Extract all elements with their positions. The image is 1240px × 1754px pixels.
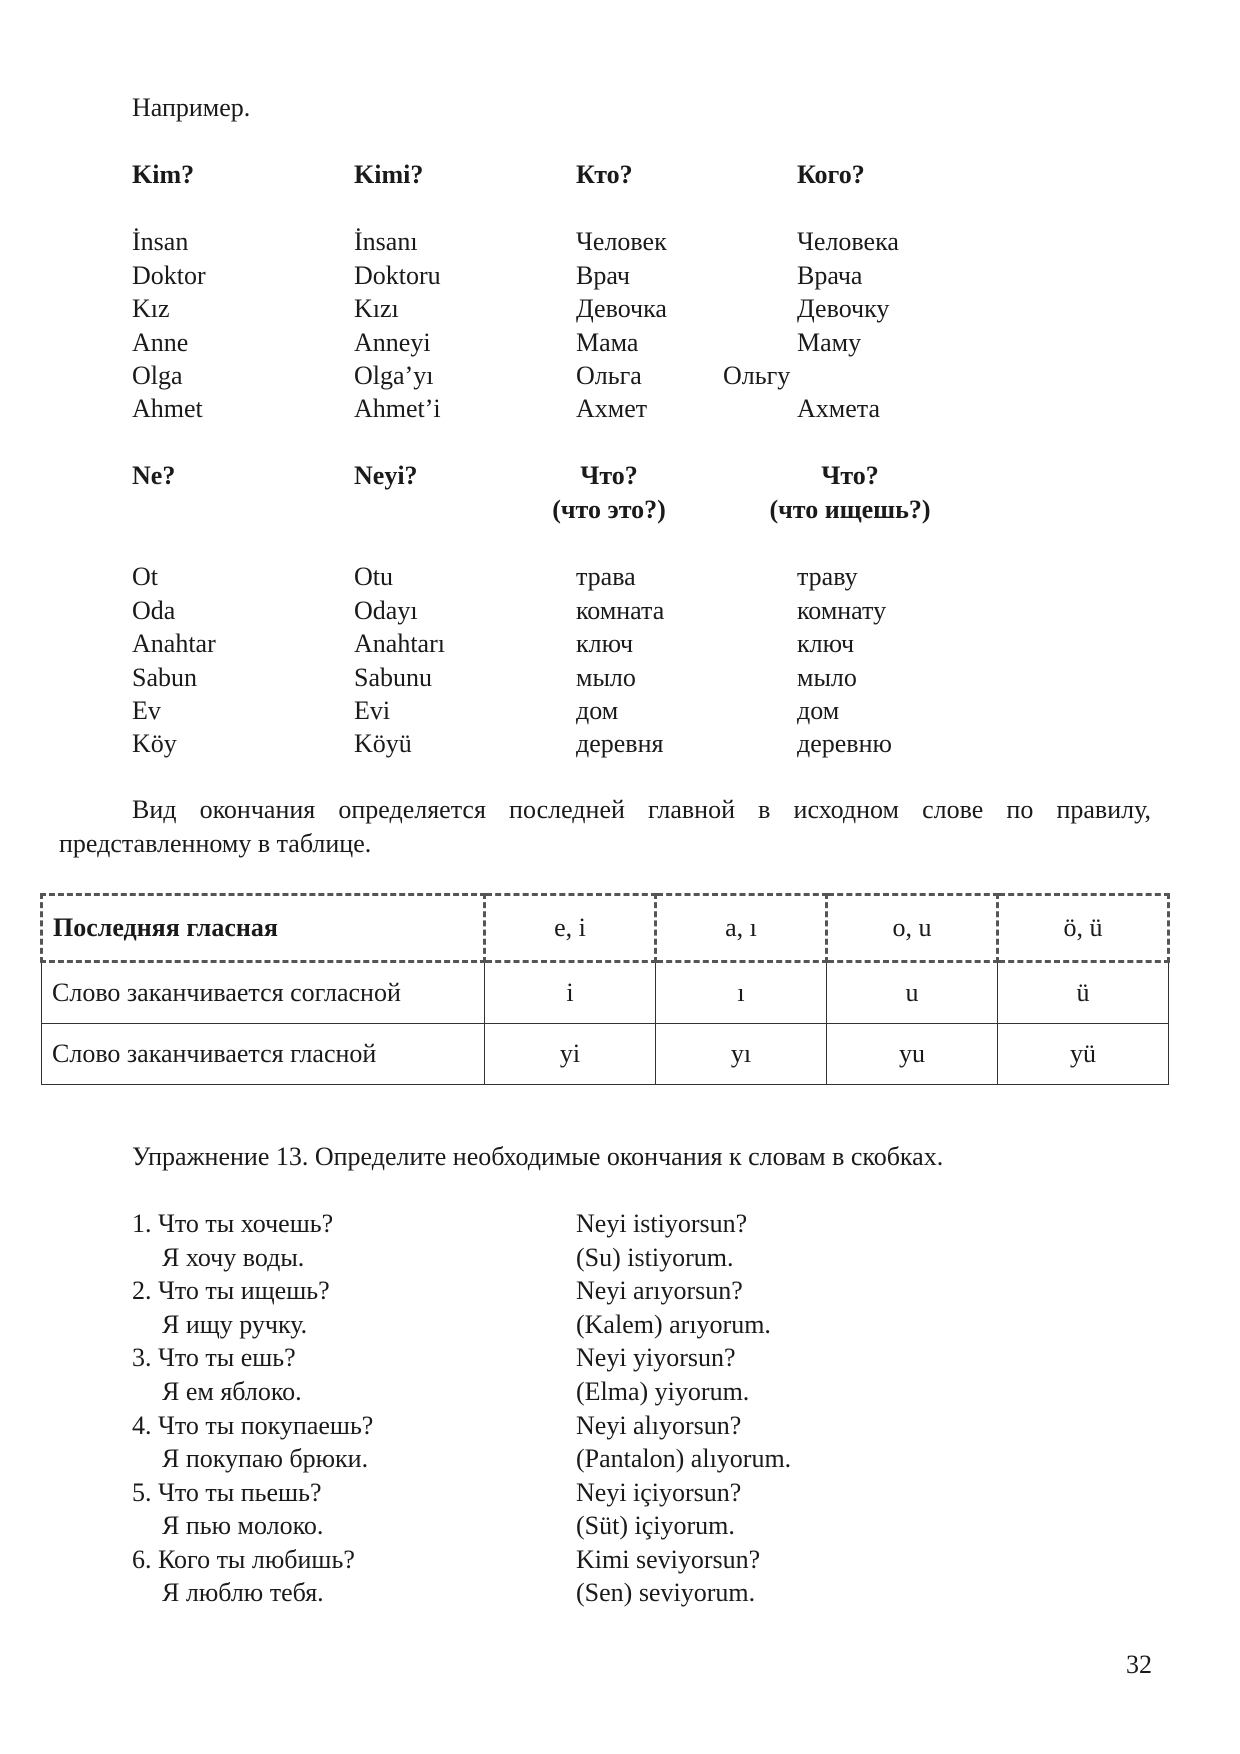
list-item: ключ — [576, 629, 634, 658]
group2-header-tr-acc: Neyi? — [354, 461, 418, 490]
exercise-answer-tr: (Sen) seviyorum. — [576, 1578, 756, 1607]
group1-header-ru-acc: Кого? — [797, 160, 865, 189]
list-item: Человек — [576, 227, 667, 256]
table-cell: yı — [656, 1024, 827, 1085]
exercise-question-ru: 4. Что ты покупаешь? — [132, 1411, 374, 1440]
table-cell: ı — [656, 962, 827, 1024]
exercise-question-ru: 3. Что ты ешь? — [132, 1343, 296, 1372]
list-item: Девочка — [576, 294, 667, 323]
group1-header-tr-acc: Kimi? — [354, 160, 424, 189]
list-item: траву — [797, 562, 858, 591]
list-item: Ольгу — [723, 361, 791, 390]
list-item: Kız — [132, 294, 170, 323]
list-item: Ahmet — [132, 394, 203, 423]
exercise-answer-tr: (Elma) yiyorum. — [576, 1377, 750, 1406]
list-item: деревня — [576, 729, 664, 758]
exercise-question-ru: 5. Что ты пьешь? — [132, 1478, 322, 1507]
exercise-question-ru: 6. Кого ты любишь? — [132, 1545, 355, 1574]
exercise-answer-ru: Я пью молоко. — [162, 1511, 324, 1540]
exercise-answer-tr: (Pantalon) alıyorum. — [576, 1444, 792, 1473]
list-item: Ev — [132, 696, 161, 725]
group2-subheader-ru-nom: (что это?) — [552, 495, 666, 524]
list-item: İnsan — [132, 227, 189, 256]
table-cell: yu — [827, 1024, 998, 1085]
list-item: комнату — [797, 596, 887, 625]
list-item: Odayı — [354, 596, 418, 625]
list-item: Врач — [576, 261, 630, 290]
exercise-answer-ru: Я хочу воды. — [162, 1243, 305, 1272]
table-row — [42, 962, 1169, 1024]
list-item: мыло — [797, 663, 857, 692]
list-item: Anahtar — [132, 629, 216, 658]
rule-paragraph — [59, 793, 1151, 861]
exercise-answer-ru: Я ем яблоко. — [162, 1377, 302, 1406]
exercise-question-ru: 1. Что ты хочешь? — [132, 1209, 334, 1238]
table-cell: Слово заканчивается гласной — [42, 1024, 485, 1085]
exercise-answer-ru: Я ищу ручку. — [162, 1310, 308, 1339]
group2-header-tr-nom: Ne? — [132, 461, 176, 490]
table-cell: yü — [998, 1024, 1169, 1085]
group2-header-ru-acc: Что? — [821, 461, 879, 490]
list-item: Ахмет — [576, 394, 648, 423]
list-item: Doktor — [132, 261, 206, 290]
exercise-question-tr: Neyi alıyorsun? — [576, 1411, 742, 1440]
list-item: Маму — [797, 328, 862, 357]
list-item: Человека — [797, 227, 899, 256]
group1-header-tr-nom: Kim? — [132, 160, 195, 189]
table-header-cell: a, ı — [656, 895, 827, 962]
exercise-answer-tr: (Kalem) arıyorum. — [576, 1310, 771, 1339]
list-item: Olga’yı — [354, 361, 434, 390]
list-item: Мама — [576, 328, 639, 357]
list-item: Ot — [132, 562, 158, 591]
exercise-answer-tr: (Su) istiyorum. — [576, 1243, 734, 1272]
rule-paragraph-line2: представленному в таблице. — [59, 829, 372, 858]
exercise-answer-ru: Я люблю тебя. — [162, 1578, 324, 1607]
list-item: трава — [576, 562, 636, 591]
list-item: Kızı — [354, 294, 399, 323]
list-item: İnsanı — [354, 227, 418, 256]
list-item: Ольга — [576, 361, 642, 390]
list-item: дом — [576, 696, 619, 725]
table-cell: ü — [998, 962, 1169, 1024]
rule-paragraph-line1: Вид окончания определяется последней главной в исходном слове по правилу, — [132, 795, 1151, 824]
table-row — [42, 1024, 1169, 1085]
table-cell: i — [485, 962, 656, 1024]
table-cell: u — [827, 962, 998, 1024]
exercise-answer-tr: (Süt) içiyorum. — [576, 1511, 735, 1540]
table-header-cell: e, i — [485, 895, 656, 962]
list-item: Anneyi — [354, 328, 431, 357]
list-item: Anahtarı — [354, 629, 445, 658]
exercise-question-ru: 2. Что ты ищешь? — [132, 1276, 330, 1305]
exercise-question-tr: Neyi istiyorsun? — [576, 1209, 748, 1238]
group2-header-ru-nom: Что? — [580, 461, 638, 490]
list-item: Ахмета — [797, 394, 880, 423]
group1-header-ru-nom: Кто? — [576, 160, 633, 189]
table-header-cell: ö, ü — [998, 895, 1169, 962]
table-header-cell: Последняя гласная — [42, 895, 485, 962]
exercise-title: Упражнение 13. Определите необходимые окончания к словам в скобках. — [132, 1142, 944, 1171]
exercise-question-tr: Kimi seviyorsun? — [576, 1545, 761, 1574]
list-item: Doktoru — [354, 261, 441, 290]
list-item: дом — [797, 696, 840, 725]
exercise-answer-ru: Я покупаю брюки. — [162, 1444, 369, 1473]
list-item: Otu — [354, 562, 393, 591]
list-item: Oda — [132, 596, 176, 625]
list-item: Ahmet’i — [354, 394, 441, 423]
table-row — [42, 895, 1169, 962]
list-item: Olga — [132, 361, 183, 390]
page-number: 32 — [1126, 1650, 1152, 1679]
list-item: Köyü — [354, 729, 412, 758]
exercise-question-tr: Neyi arıyorsun? — [576, 1276, 743, 1305]
intro-text: Например. — [132, 93, 251, 122]
list-item: Девочку — [797, 294, 890, 323]
table-cell: Слово заканчивается согласной — [42, 962, 485, 1024]
list-item: мыло — [576, 663, 636, 692]
vowel-rule-table — [40, 893, 1170, 1085]
list-item: Врача — [797, 261, 863, 290]
list-item: деревню — [797, 729, 892, 758]
exercise-question-tr: Neyi yiyorsun? — [576, 1343, 736, 1372]
exercise-question-tr: Neyi içiyorsun? — [576, 1478, 742, 1507]
list-item: комната — [576, 596, 665, 625]
group2-subheader-ru-acc: (что ищешь?) — [769, 495, 931, 524]
list-item: Sabun — [132, 663, 197, 692]
list-item: Evi — [354, 696, 391, 725]
table-header-cell: o, u — [827, 895, 998, 962]
list-item: Anne — [132, 328, 189, 357]
list-item: Sabunu — [354, 663, 432, 692]
table-cell: yi — [485, 1024, 656, 1085]
list-item: ключ — [797, 629, 855, 658]
list-item: Köy — [132, 729, 177, 758]
